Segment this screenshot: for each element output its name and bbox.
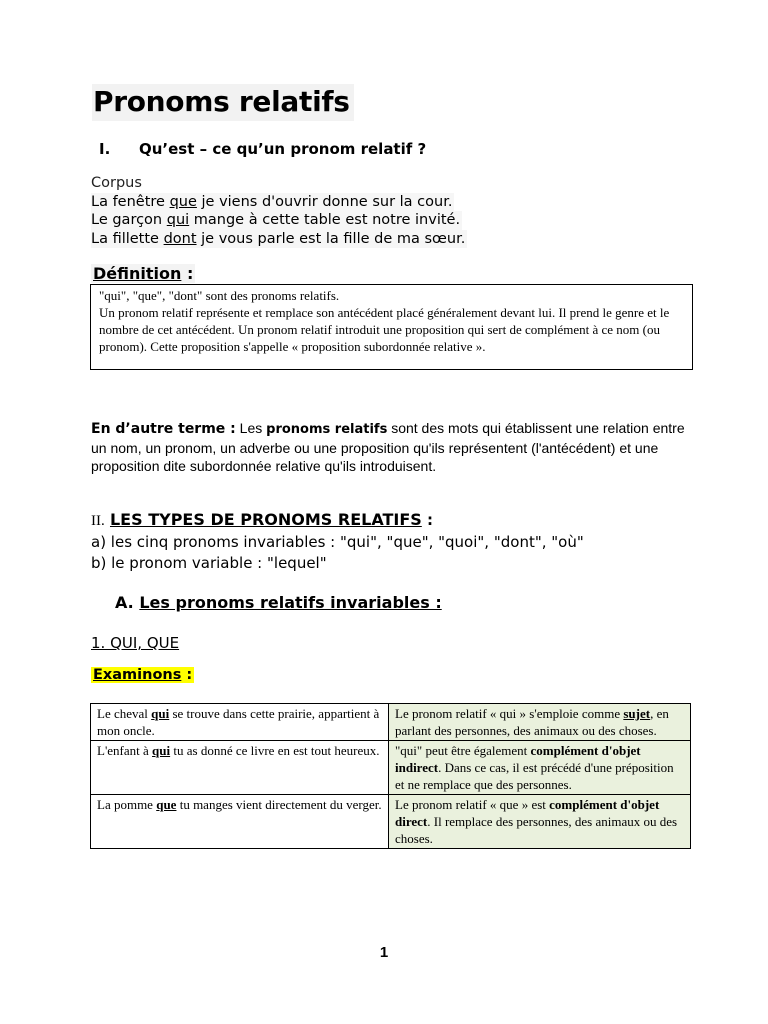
example-sentence-cell	[91, 704, 389, 741]
explanation-cell	[389, 741, 691, 795]
explanation-keyword: complément d'objet direct	[395, 797, 660, 829]
section-2-title: LES TYPES DE PRONOMS RELATIFS	[109, 510, 422, 529]
definition-box	[90, 284, 693, 370]
section-2-line-b: b) le pronom variable : "lequel"	[91, 554, 327, 572]
section-2-line-a: a) les cinq pronoms invariables : "qui", "que", "quoi", "dont", "où"	[91, 533, 584, 551]
corpus-line	[91, 230, 467, 249]
section-a-heading	[115, 593, 442, 612]
section-2-number: II.	[91, 513, 105, 529]
table-row	[91, 741, 691, 795]
corpus-line	[91, 211, 467, 230]
other-terms-paragraph	[91, 419, 691, 475]
section-1-heading	[99, 140, 426, 158]
example-text: La pomme	[97, 797, 157, 812]
definition-text-line: "qui", "que", "dont" sont des pronoms relatifs.	[99, 288, 340, 303]
section-2-heading	[91, 509, 584, 532]
explanation-cell	[389, 704, 691, 741]
other-terms-bold: pronoms relatifs	[266, 422, 388, 437]
page-title: Pronoms relatifs	[92, 84, 354, 121]
corpus-line-text: mange à cette table est notre invité.	[189, 212, 461, 228]
corpus-block	[91, 174, 467, 248]
relative-pronoun-word: que	[169, 193, 197, 210]
example-text: Le cheval	[97, 706, 152, 721]
examinons-colon: :	[181, 667, 193, 683]
definition-text-body: Un pronom relatif représente et remplace son antécédent placé généralement devant lui. Il prend le genre et le nombre de cet antécédent. Un pronom relatif introduit une proposition qui sert de complément à ce nom (ou pronom). Cette proposition s'appelle « proposition subordonnée relative ».	[99, 305, 670, 354]
example-text: se trouve dans cette prairie, appartient à mon oncle.	[97, 706, 380, 738]
example-sentence-cell	[91, 741, 389, 795]
explanation-keyword: sujet	[623, 706, 651, 721]
section-a-letter: A.	[115, 593, 134, 612]
section-2	[91, 509, 584, 574]
definition-heading-colon: :	[181, 264, 194, 283]
relative-pronoun-word: que	[156, 797, 177, 812]
section-1-number: I.	[99, 140, 111, 158]
corpus-line-text: Le garçon	[91, 212, 167, 228]
examinons-label	[91, 667, 194, 683]
corpus-line-text: je vous parle est la fille de ma sœur.	[196, 230, 466, 247]
example-text: tu manges vient directement du verger.	[176, 797, 382, 812]
corpus-label: Corpus	[91, 175, 142, 191]
explanation-keyword: complément d'objet indirect	[395, 743, 641, 775]
corpus-line-text: je viens d'ouvrir donne sur la cour.	[196, 193, 453, 210]
page-number: 1	[379, 944, 389, 961]
example-text: tu as donné ce livre en est tout heureux.	[170, 743, 380, 758]
corpus-line	[91, 193, 467, 212]
example-text: L'enfant à	[97, 743, 153, 758]
explanation-text: . Dans ce cas, il est précédé d'une préposition et ne remplace que des personnes.	[395, 760, 674, 792]
section-2-colon: :	[421, 511, 434, 529]
explanation-text: Le pronom relatif « que » est	[395, 797, 550, 812]
explanation-text: . Il remplace des personnes, des animaux ou des choses.	[395, 814, 678, 846]
explanation-text: Le pronom relatif « qui » s'emploie comme	[395, 706, 624, 721]
other-terms-text: Les	[235, 420, 267, 436]
relative-pronoun-word: dont	[163, 230, 197, 247]
table-row	[91, 795, 691, 849]
examples-table	[90, 703, 691, 849]
explanation-cell	[389, 795, 691, 849]
relative-pronoun-word: qui	[166, 212, 190, 228]
other-terms-lead: En d’autre terme :	[91, 421, 236, 437]
definition-heading-text: Définition	[93, 264, 182, 283]
explanation-text: , en parlant des personnes, des animaux ou des choses.	[395, 706, 669, 738]
explanation-text: "qui" peut être également	[395, 743, 531, 758]
section-1-title: Qu’est – ce qu’un pronom relatif ?	[139, 140, 427, 158]
table-row	[91, 704, 691, 741]
subsection-1-heading: 1. QUI, QUE	[91, 634, 180, 652]
definition-heading	[91, 264, 195, 283]
relative-pronoun-word: qui	[152, 743, 171, 758]
other-terms-text: sont des mots qui établissent une relation entre un nom, un pronom, un adverbe ou une proposition qu'ils représentent (l'antécédent) et une proposition dite subordonnée relative qu'ils introduisent.	[91, 420, 685, 474]
example-sentence-cell	[91, 795, 389, 849]
corpus-line-text: La fenêtre	[91, 193, 170, 210]
corpus-line-text: La fillette	[91, 230, 164, 247]
examinons-text: Examinons	[93, 667, 182, 683]
relative-pronoun-word: qui	[151, 706, 170, 721]
section-a-title: Les pronoms relatifs invariables :	[139, 593, 442, 612]
